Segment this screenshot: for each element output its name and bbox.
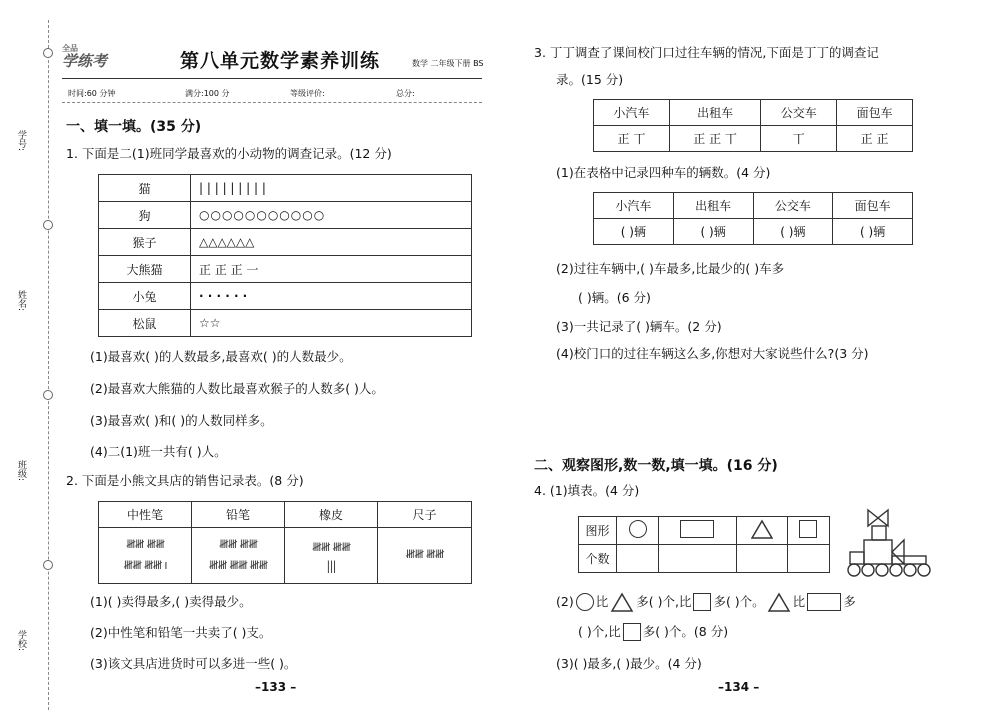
q3-sub1: (1)在表格中记录四种车的辆数。(4 分) <box>556 165 771 180</box>
q4-shape-cell <box>787 517 829 545</box>
q4-text: 比 <box>595 594 609 609</box>
student-number-label: 学号: <box>16 130 26 152</box>
binding-line <box>48 20 49 710</box>
page-subtitle: 数学 二年级下册 BS <box>412 59 484 68</box>
q3-count-table <box>593 192 913 245</box>
q4-text: 多( )个。 <box>713 594 765 609</box>
q2-sub2: (2)中性笔和铅笔一共卖了( )支。 <box>90 625 272 640</box>
circle-icon <box>576 593 594 611</box>
q3-record-cell: 正 正 丅 <box>669 126 760 152</box>
q1-record-cell: △△△△△△ <box>191 229 472 256</box>
q2-tally-cell <box>378 528 472 584</box>
triangle-icon <box>751 519 773 539</box>
q3-record-cell: 正 正 <box>837 126 913 152</box>
section2-title: 二、观察图形,数一数,填一填。(16 分) <box>534 458 778 474</box>
rectangle-icon <box>807 593 841 611</box>
q4-row-label: 个数 <box>579 545 617 573</box>
q3-count-input[interactable]: ( )辆 <box>594 219 674 245</box>
q1-prompt: 1. 下面是二(1)班同学最喜欢的小动物的调查记录。(12 分) <box>66 146 392 161</box>
q2-tally-cell <box>285 528 378 584</box>
binding-hole <box>43 390 53 400</box>
q4-sub2-line1 <box>556 592 856 612</box>
binding-hole <box>43 220 53 230</box>
q3-count-input[interactable]: ( )辆 <box>833 219 913 245</box>
q3-prompt-line1: 3. 丁丁调查了课间校门口过往车辆的情况,下面是丁丁的调查记 <box>534 45 879 60</box>
name-label: 姓名: <box>16 290 26 312</box>
q4-sub2-line2 <box>578 623 728 641</box>
q4-text: ( )个,比 <box>578 624 621 639</box>
q1-record-cell: · · · · · · <box>191 283 472 310</box>
q4-count-input[interactable] <box>736 545 787 573</box>
q1-animal-cell: 猫 <box>99 175 191 202</box>
triangle-icon <box>767 592 791 612</box>
class-label: 班级: <box>16 460 26 482</box>
tally-marks: 𝍸𝍸 𝍸𝍸 <box>312 540 350 554</box>
square-icon <box>623 623 641 641</box>
time-info: 时间:60 分钟 <box>68 89 116 98</box>
circle-icon <box>629 520 647 538</box>
triangle-icon <box>610 592 634 612</box>
q1-record-cell: ○○○○○○○○○○○ <box>191 202 472 229</box>
q4-text: 多( )个。(8 分) <box>642 624 729 639</box>
robot-figure <box>846 508 932 580</box>
q3-count-input[interactable]: ( )辆 <box>753 219 833 245</box>
tally-marks: 𝍸𝍸 𝍸𝍸 <box>126 536 164 551</box>
q3-header-cell: 小汽车 <box>594 193 674 219</box>
q3-count-input[interactable]: ( )辆 <box>673 219 753 245</box>
binding-hole <box>43 560 53 570</box>
q1-animal-table <box>98 174 472 337</box>
q4-count-input[interactable] <box>617 545 659 573</box>
publisher-logo <box>62 44 116 72</box>
q2-sub1: (1)( )卖得最多,( )卖得最少。 <box>90 594 252 609</box>
q4-sub2-prefix: (2) <box>556 594 574 609</box>
q3-record-table <box>593 99 913 152</box>
q1-animal-cell: 小兔 <box>99 283 191 310</box>
q4-sub3: (3)( )最多,( )最少。(4 分) <box>556 656 702 671</box>
q1-animal-cell: 松鼠 <box>99 310 191 337</box>
school-label: 学校: <box>16 630 26 652</box>
q3-header-cell: 面包车 <box>833 193 913 219</box>
page-number-right: –134 – <box>718 680 760 694</box>
q2-tally-cell <box>192 528 285 584</box>
q3-record-cell: 丅 <box>761 126 837 152</box>
q3-header-cell: 公交车 <box>761 100 837 126</box>
square-icon <box>693 593 711 611</box>
q1-sub1: (1)最喜欢( )的人数最多,最喜欢( )的人数最少。 <box>90 349 352 364</box>
q2-sales-table <box>98 501 472 584</box>
logo-main-text: 学练考 <box>62 52 108 70</box>
q1-sub3: (3)最喜欢( )和( )的人数同样多。 <box>90 413 273 428</box>
q1-animal-cell: 狗 <box>99 202 191 229</box>
header-rule <box>62 78 482 79</box>
page-title: 第八单元数学素养训练 <box>180 50 381 72</box>
q4-count-input[interactable] <box>659 545 737 573</box>
q2-header-cell: 橡皮 <box>285 502 378 528</box>
q2-tally-cell <box>99 528 192 584</box>
section1-title: 一、填一填。(35 分) <box>66 119 202 135</box>
q3-header-cell: 小汽车 <box>594 100 670 126</box>
q4-shape-cell <box>659 517 737 545</box>
tally-marks: ||| <box>326 559 336 573</box>
q3-sub2-line2: ( )辆。(6 分) <box>578 290 651 305</box>
rectangle-icon <box>680 520 714 538</box>
q4-text: 多 <box>843 594 856 609</box>
q3-header-cell: 公交车 <box>753 193 833 219</box>
q2-prompt: 2. 下面是小熊文具店的销售记录表。(8 分) <box>66 473 304 488</box>
score-info: 满分:100 分 <box>185 89 230 98</box>
q3-header-cell: 出租车 <box>673 193 753 219</box>
q3-sub3: (3)一共记录了( )辆车。(2 分) <box>556 319 722 334</box>
q1-record-cell: ☆☆ <box>191 310 472 337</box>
q4-row-label: 图形 <box>579 517 617 545</box>
q2-sub3: (3)该文具店进货时可以多进一些( )。 <box>90 656 297 671</box>
q4-shape-cell <box>736 517 787 545</box>
total-info: 总分: <box>396 89 415 98</box>
square-icon <box>799 520 817 538</box>
tally-marks: 𝍸𝍸 𝍸𝍸 <box>219 536 257 551</box>
info-rule <box>62 102 482 103</box>
q4-text: 多( )个,比 <box>636 594 692 609</box>
page-number-left: –133 – <box>255 680 297 694</box>
q3-sub4: (4)校门口的过往车辆这么多,你想对大家说些什么?(3 分) <box>556 346 869 361</box>
q4-shape-cell <box>617 517 659 545</box>
q2-header-cell: 铅笔 <box>192 502 285 528</box>
tally-marks: 𝍸𝍸 𝍸𝍸 ı <box>123 557 167 572</box>
q4-count-input[interactable] <box>787 545 829 573</box>
tally-marks: 𝍸𝍸 𝍸𝍸 <box>405 547 444 561</box>
q3-header-cell: 面包车 <box>837 100 913 126</box>
binding-hole <box>43 48 53 58</box>
grade-info: 等级评价: <box>290 89 325 98</box>
q4-prompt: 4. (1)填表。(4 分) <box>534 483 640 498</box>
q1-record-cell: 正 正 正 一 <box>191 256 472 283</box>
q1-record-cell: | | | | | | | | | <box>191 175 472 202</box>
q2-header-cell: 中性笔 <box>99 502 192 528</box>
q3-record-cell: 正 丅 <box>594 126 670 152</box>
q1-animal-cell: 猴子 <box>99 229 191 256</box>
q4-shape-table <box>578 516 830 573</box>
q3-prompt-line2: 录。(15 分) <box>556 72 624 87</box>
q1-animal-cell: 大熊猫 <box>99 256 191 283</box>
q4-text: 比 <box>792 594 806 609</box>
q3-header-cell: 出租车 <box>669 100 760 126</box>
tally-marks: 𝍸𝍸 𝍸𝍸 𝍸𝍸 <box>208 557 268 572</box>
q2-header-cell: 尺子 <box>378 502 472 528</box>
logo-top-text: 全品 <box>62 44 78 53</box>
binding-margin <box>0 0 60 722</box>
q1-sub4: (4)二(1)班一共有( )人。 <box>90 444 227 459</box>
q1-sub2: (2)最喜欢大熊猫的人数比最喜欢猴子的人数多( )人。 <box>90 381 384 396</box>
q3-sub2-line1: (2)过往车辆中,( )车最多,比最少的( )车多 <box>556 261 785 276</box>
